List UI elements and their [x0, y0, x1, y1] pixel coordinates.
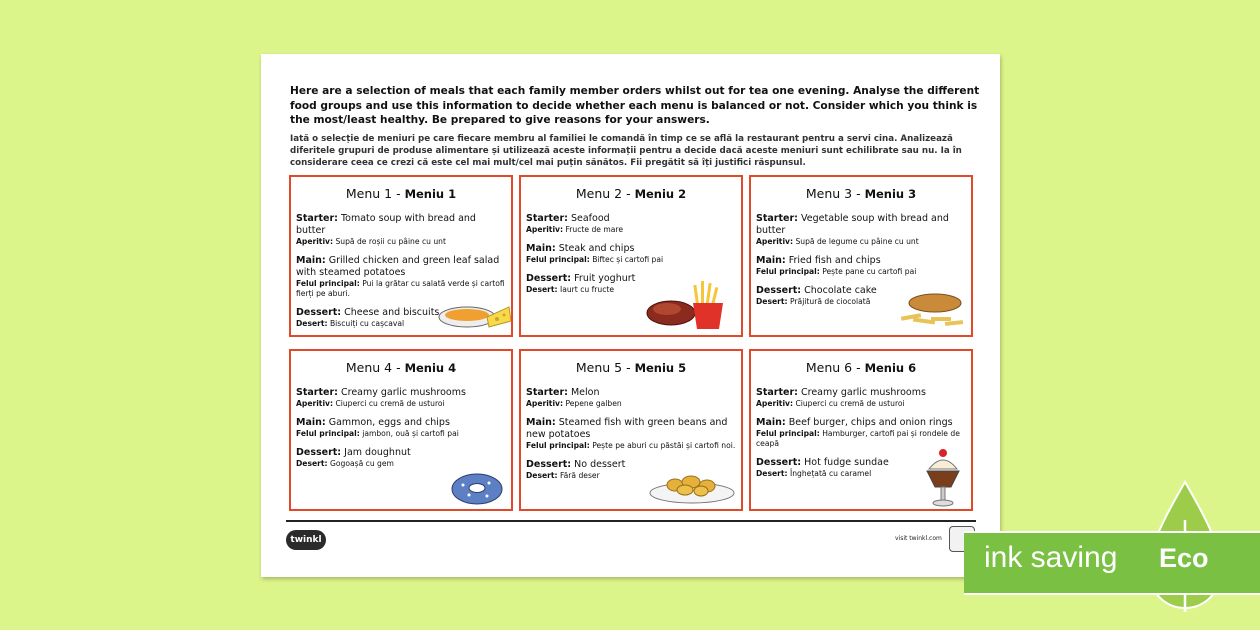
- main-text: Gammon, eggs and chips: [328, 417, 450, 428]
- dessert-ro-text: Biscuiți cu cașcaval: [329, 319, 405, 328]
- footer-divider: [286, 520, 976, 522]
- menu-title-en: Menu 6: [805, 360, 853, 375]
- dessert-text: Cheese and biscuits: [344, 307, 440, 318]
- main-label: Main:: [526, 243, 556, 254]
- menu-card-6: [749, 349, 973, 511]
- starter-text: Creamy garlic mushrooms: [340, 387, 466, 398]
- main-course: [526, 417, 736, 451]
- dessert-label: Dessert:: [756, 457, 802, 468]
- main-course: [526, 243, 736, 265]
- starter-ro-label: Aperitiv:: [756, 399, 794, 408]
- menu-title-ro: Meniu 3: [864, 187, 917, 201]
- menu-card-3: [749, 175, 973, 337]
- menu-title-sep: -: [626, 186, 635, 201]
- main-ro-text: Biftec și cartofi pai: [592, 255, 664, 264]
- starter-ro-label: Aperitiv:: [296, 237, 334, 246]
- menu-title-ro: Meniu 5: [634, 361, 687, 375]
- doughnut-icon: [449, 471, 505, 507]
- starter-text: Creamy garlic mushrooms: [800, 387, 926, 398]
- dessert-text: Fruit yoghurt: [574, 273, 636, 284]
- starter-course: [296, 387, 506, 409]
- main-text: Beef burger, chips and onion rings: [788, 417, 953, 428]
- steak-and-chips-icon: [645, 267, 731, 333]
- eco-badge-label: Eco: [1159, 543, 1209, 573]
- menu-card-2: [519, 175, 743, 337]
- starter-label: Starter:: [526, 213, 568, 224]
- starter-ro-label: Aperitiv:: [526, 399, 564, 408]
- twinkl-logo: twinkl: [286, 530, 326, 550]
- starter-course: [296, 213, 506, 247]
- main-ro-text: Pește pane cu cartofi pai: [822, 267, 917, 276]
- starter-ro-text: Supă de legume cu pâine cu unt: [795, 237, 919, 246]
- dessert-label: Dessert:: [526, 273, 572, 284]
- starter-ro-text: Fructe de mare: [565, 225, 624, 234]
- dessert-label: Dessert:: [296, 307, 342, 318]
- menu-title-ro: Meniu 4: [404, 361, 457, 375]
- starter-label: Starter:: [756, 387, 798, 398]
- menu-card-5: [519, 349, 743, 511]
- dessert-course: [296, 447, 506, 469]
- main-text: Grilled chicken and green leaf salad with steamed potatoes: [296, 255, 500, 278]
- dessert-ro-label: Desert:: [756, 469, 788, 478]
- starter-text: Seafood: [570, 213, 610, 224]
- main-ro-label: Felul principal:: [526, 441, 590, 450]
- menu-title-sep: -: [856, 360, 865, 375]
- soup-and-cheese-icon: [437, 295, 513, 333]
- main-label: Main:: [756, 255, 786, 266]
- main-ro-text: Hamburger, cartofi pai și rondele de ceapă: [756, 429, 960, 448]
- starter-text: Melon: [570, 387, 600, 398]
- starter-ro-label: Aperitiv:: [756, 237, 794, 246]
- menu-title-en: Menu 5: [575, 360, 623, 375]
- starter-ro-label: Aperitiv:: [526, 225, 564, 234]
- starter-text: Vegetable soup with bread and butter: [756, 213, 949, 236]
- dessert-ro-label: Desert:: [526, 285, 558, 294]
- menu-title-sep: -: [856, 186, 865, 201]
- menu-title: [291, 186, 511, 201]
- main-text: Fried fish and chips: [788, 255, 881, 266]
- dessert-ro-label: Desert:: [296, 459, 328, 468]
- starter-course: [756, 213, 966, 247]
- dessert-ro-text: Gogoașă cu gem: [329, 459, 394, 468]
- dessert-label: Dessert:: [296, 447, 342, 458]
- dessert-text: Hot fudge sundae: [804, 457, 889, 468]
- intro-romanian: Iată o selecție de meniuri pe care fiecare membru al familiei le comandă în timp ce se află la restaurant pentru a servi cina. Analizează diferitele grupuri de produse alimentare și utilizează aceste informații pentru a decide dacă aceste meniuri sunt echilibrate sau nu. Ia în considerare ceea ce crezi că este cel mai mult/cel mai puțin sănătos. Fii pregătit să îți justifici răspunsul.: [290, 134, 962, 169]
- main-ro-label: Felul principal:: [296, 429, 360, 438]
- starter-course: [756, 387, 966, 409]
- menu-title-ro: Meniu 6: [864, 361, 917, 375]
- dessert-text: Jam doughnut: [344, 447, 411, 458]
- main-course: [756, 417, 966, 449]
- dessert-ro-text: Prăjitură de ciocolată: [789, 297, 871, 306]
- main-ro-label: Felul principal:: [756, 429, 820, 438]
- starter-ro-text: Pepene galben: [565, 399, 622, 408]
- menu-title-sep: -: [626, 360, 635, 375]
- potatoes-plate-icon: [647, 469, 737, 505]
- dessert-label: Dessert:: [756, 285, 802, 296]
- main-ro-label: Felul principal:: [756, 267, 820, 276]
- intro-english: Here are a selection of meals that each family member orders whilst out for tea one evening. Analyse the different food groups and use this information to decide whether each menu is balanced or not. Consider which you think is the most/least healthy. Be prepared to give reasons for your answers.: [290, 85, 980, 126]
- main-ro-label: Felul principal:: [296, 279, 360, 288]
- menu-card-1: [289, 175, 513, 337]
- starter-ro-label: Aperitiv:: [296, 399, 334, 408]
- main-ro-text: Pui la grătar cu salată verde și cartofi fierți pe aburi.: [296, 279, 505, 298]
- menu-title-sep: -: [396, 360, 405, 375]
- dessert-ro-label: Desert:: [296, 319, 328, 328]
- menu-title-en: Menu 1: [345, 186, 393, 201]
- main-text: Steak and chips: [558, 243, 635, 254]
- menu-title: [521, 360, 741, 375]
- starter-label: Starter:: [296, 387, 338, 398]
- main-course: [756, 255, 966, 277]
- main-course: [296, 255, 506, 299]
- starter-ro-text: Ciuperci cu cremă de usturoi: [335, 399, 445, 408]
- main-label: Main:: [296, 255, 326, 266]
- starter-label: Starter:: [526, 387, 568, 398]
- worksheet-page: [261, 54, 1000, 577]
- sundae-icon: [923, 447, 963, 509]
- main-ro-text: Pește pe aburi cu păstăi și cartofi noi.: [592, 441, 736, 450]
- starter-ro-text: Ciuperci cu cremă de usturoi: [795, 399, 905, 408]
- menu-title-sep: -: [396, 186, 405, 201]
- starter-label: Starter:: [756, 213, 798, 224]
- menu-title-ro: Meniu 2: [634, 187, 687, 201]
- starter-course: [526, 213, 736, 235]
- menu-title: [751, 360, 971, 375]
- dessert-ro-text: Fără deser: [559, 471, 600, 480]
- dessert-label: Dessert:: [526, 459, 572, 470]
- menu-title-en: Menu 3: [805, 186, 853, 201]
- starter-label: Starter:: [296, 213, 338, 224]
- ink-saving-label: ink saving: [984, 541, 1118, 574]
- dessert-ro-label: Desert:: [526, 471, 558, 480]
- dessert-text: Chocolate cake: [804, 285, 877, 296]
- starter-ro-text: Supă de roșii cu pâine cu unt: [335, 237, 446, 246]
- menu-title: [751, 186, 971, 201]
- menu-title-ro: Meniu 1: [404, 187, 457, 201]
- main-label: Main:: [296, 417, 326, 428]
- main-label: Main:: [526, 417, 556, 428]
- menu-title: [521, 186, 741, 201]
- menu-title-en: Menu 4: [345, 360, 393, 375]
- main-label: Main:: [756, 417, 786, 428]
- dessert-ro-text: Iaurt cu fructe: [559, 285, 615, 294]
- dessert-ro-label: Desert:: [756, 297, 788, 306]
- main-course: [296, 417, 506, 439]
- menu-card-4: [289, 349, 513, 511]
- fish-and-chips-icon: [891, 289, 973, 333]
- main-text: Steamed fish with green beans and new potatoes: [526, 417, 728, 440]
- visit-link-text: visit twinkl.com: [895, 535, 942, 542]
- menu-title-en: Menu 2: [575, 186, 623, 201]
- main-ro-text: jambon, ouă și cartofi pai: [362, 429, 459, 438]
- dessert-ro-text: Înghețată cu caramel: [789, 469, 872, 478]
- starter-course: [526, 387, 736, 409]
- menu-title: [291, 360, 511, 375]
- starter-text: Tomato soup with bread and butter: [296, 213, 476, 236]
- main-ro-label: Felul principal:: [526, 255, 590, 264]
- dessert-text: No dessert: [574, 459, 626, 470]
